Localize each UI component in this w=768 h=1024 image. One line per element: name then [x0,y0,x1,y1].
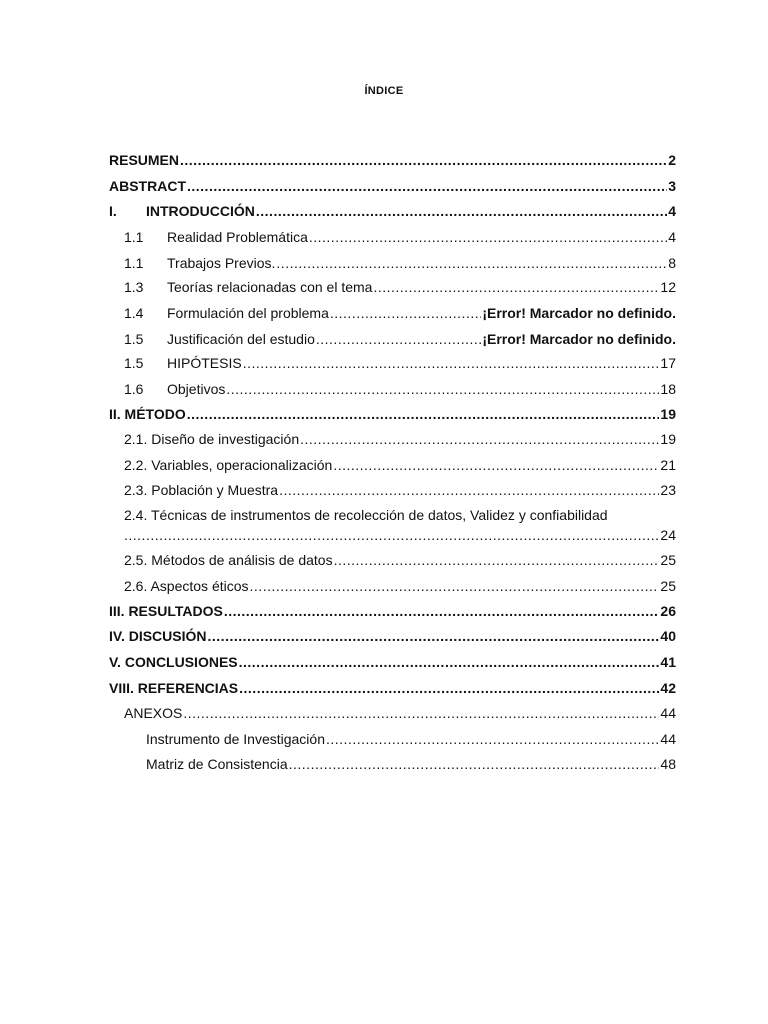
toc-entry-page: 26 [660,603,676,619]
dot-leader [256,201,667,221]
toc-entry-page: 42 [660,680,676,696]
toc-entry-page: 25 [660,552,676,568]
dot-leader [187,176,667,196]
dot-leader [334,550,660,570]
toc-entry-page: 19 [660,406,676,422]
toc-entry-page-error: ¡Error! Marcador no definido. [482,305,676,321]
toc-entry-page: 4 [668,203,676,219]
toc-entry-text: 2.2. Variables, operacionalización [124,457,333,473]
toc-entry-justificacion-estudio[interactable] [124,329,676,349]
toc-entry-text: Formulación del problema [167,305,329,321]
toc-entry-number: 1.3 [124,279,144,295]
toc-entry-abstract[interactable] [109,176,676,196]
toc-entry-text: INTRODUCCIÓN [146,203,255,219]
toc-entry-page: 44 [660,731,676,747]
toc-entry-page: 3 [668,178,676,194]
toc-entry-number: 1.6 [124,381,144,397]
toc-entry-page: 8 [668,255,676,271]
toc-entry-text: Objetivos [167,381,226,397]
toc-entry-discusion[interactable] [109,626,676,646]
toc-entry-page: 18 [660,381,676,397]
dot-leader [279,480,659,500]
toc-entry-page: 2 [668,152,676,168]
toc-entry-text: Instrumento de Investigación [146,731,325,747]
toc-entry-page: 48 [660,756,676,772]
toc-entry-hipotesis[interactable] [124,353,676,373]
toc-entry-number: 1.5 [124,331,144,347]
toc-entry-page: 41 [660,654,676,670]
dot-leader [239,678,659,698]
toc-entry-referencias[interactable] [109,678,676,698]
toc-entry-resumen[interactable] [109,150,676,170]
toc-entry-realidad-problematica[interactable] [124,227,676,247]
dot-leader [250,576,660,596]
toc-entry-text: 2.5. Métodos de análisis de datos [124,552,333,568]
toc-entry-poblacion-muestra[interactable] [124,480,676,500]
dot-leader [309,227,667,247]
dot-leader [239,652,660,672]
dot-leader [300,429,659,449]
page-title: ÍNDICE [364,85,404,97]
toc-entry-number: 1.4 [124,305,144,321]
dot-leader [276,253,667,273]
dot-leader [326,729,659,749]
toc-entry-number: I. [109,203,117,219]
toc-entry-page: 44 [660,705,676,721]
toc-entry-text: II. MÉTODO [109,406,186,422]
dot-leader [373,277,659,297]
dot-leader [316,329,481,349]
toc-entry-text: VIII. REFERENCIAS [109,680,239,696]
dot-leader [183,703,659,723]
toc-entry-tecnicas-instrumentos-continuation[interactable] [124,525,676,545]
toc-entry-resultados[interactable] [109,601,676,621]
toc-entry-page: 19 [660,431,676,447]
toc-entry-number: 1.5 [124,355,144,371]
toc-entry-trabajos-previos[interactable] [124,253,676,273]
toc-entry-text: 2.1. Diseño de investigación [124,431,300,447]
toc-entry-text: 2.3. Población y Muestra [124,482,279,498]
toc-entry-page: 12 [660,279,676,295]
toc-entry-variables[interactable] [124,455,676,475]
toc-entry-text: ANEXOS [124,705,183,721]
toc-entry-text: III. RESULTADOS [109,603,223,619]
toc-entry-number: 1.1 [124,255,144,271]
dot-leader [330,303,481,323]
toc-entry-diseno-investigacion[interactable] [124,429,676,449]
toc-entry-tecnicas-instrumentos[interactable] [124,505,676,525]
toc-entry-text: Realidad Problemática [167,229,308,245]
dot-leader [224,601,660,621]
toc-entry-page: 24 [660,527,676,543]
dot-leader [289,754,660,774]
toc-entry-text: HIPÓTESIS [167,355,242,371]
toc-entry-text: 2.4. Técnicas de instrumentos de recolección de datos, Validez y confiabilidad [124,507,608,523]
toc-entry-formulacion-problema[interactable] [124,303,676,323]
toc-entry-text: ABSTRACT [109,178,186,194]
toc-entry-text: Justificación del estudio [167,331,315,347]
toc-entry-aspectos-eticos[interactable] [124,576,676,596]
toc-entry-page: 17 [660,355,676,371]
toc-entry-instrumento-investigacion[interactable] [146,729,676,749]
toc-entry-text: V. CONCLUSIONES [109,654,238,670]
toc-entry-page: 21 [660,457,676,473]
toc-entry-objetivos[interactable] [124,379,676,399]
toc-entry-page-error: ¡Error! Marcador no definido. [482,331,676,347]
toc-entry-text: IV. DISCUSIÓN [109,628,207,644]
dot-leader [226,379,659,399]
dot-leader [124,525,659,545]
toc-entry-conclusiones[interactable] [109,652,676,672]
toc-entry-text: RESUMEN [109,152,180,168]
toc-entry-page: 23 [660,482,676,498]
toc-entry-anexos[interactable] [124,703,676,723]
toc-entry-metodos-analisis[interactable] [124,550,676,570]
toc-entry-text: Teorías relacionadas con el tema [167,279,373,295]
toc-entry-page: 25 [660,578,676,594]
toc-entry-page: 4 [668,229,676,245]
toc-entry-text: 2.6. Aspectos éticos [124,578,249,594]
dot-leader [180,150,667,170]
toc-entry-metodo[interactable] [109,404,676,424]
dot-leader [187,404,660,424]
toc-entry-text: Trabajos Previos. [167,255,276,271]
toc-entry-page: 40 [660,628,676,644]
toc-entry-introduccion[interactable] [109,201,676,221]
dot-leader [208,626,660,646]
toc-entry-number: 1.1 [124,229,144,245]
dot-leader [243,353,660,373]
toc-entry-text: Matriz de Consistencia [146,756,288,772]
toc-entry-teorias-relacionadas[interactable] [124,277,676,297]
dot-leader [333,455,659,475]
toc-entry-matriz-consistencia[interactable] [146,754,676,774]
